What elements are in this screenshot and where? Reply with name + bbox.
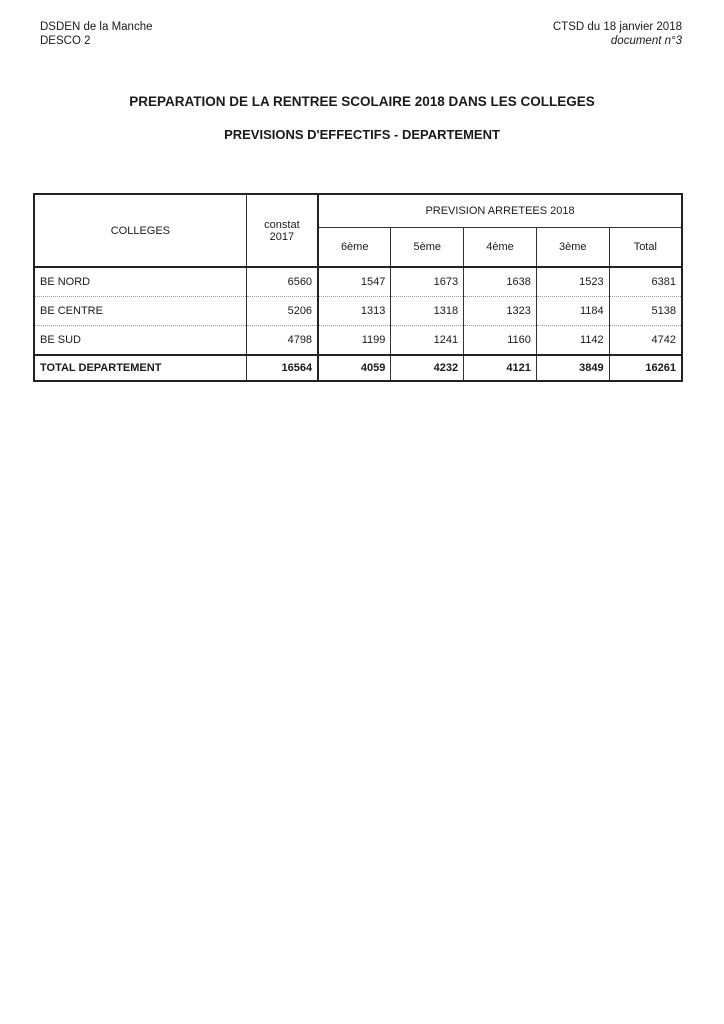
table-row xyxy=(34,326,682,356)
header-3eme: 3ème xyxy=(536,228,609,268)
row-6eme: 1199 xyxy=(318,326,391,356)
table-row xyxy=(34,297,682,326)
header-total: Total xyxy=(609,228,682,268)
row-3eme: 1523 xyxy=(536,267,609,297)
header-colleges: COLLEGES xyxy=(34,194,246,267)
row-6eme: 1547 xyxy=(318,267,391,297)
header-prevision-group: PREVISION ARRETEES 2018 xyxy=(318,194,682,228)
total-6eme: 4059 xyxy=(318,355,391,381)
table-row xyxy=(34,267,682,297)
total-row xyxy=(34,355,682,381)
issuer-name: DSDEN de la Manche xyxy=(40,21,153,33)
row-6eme: 1313 xyxy=(318,297,391,326)
issuer-department: DESCO 2 xyxy=(40,35,91,47)
document-subtitle: PREVISIONS D'EFFECTIFS - DEPARTEMENT xyxy=(224,127,500,142)
header-right xyxy=(553,20,682,48)
row-name: BE NORD xyxy=(34,267,246,297)
total-total: 16261 xyxy=(609,355,682,381)
document-number: document n°3 xyxy=(610,35,682,47)
document-title: PREPARATION DE LA RENTREE SCOLAIRE 2018 DANS LES COLLEGES xyxy=(129,94,595,109)
row-total: 5138 xyxy=(609,297,682,326)
header-6eme: 6ème xyxy=(318,228,391,268)
row-constat: 5206 xyxy=(246,297,318,326)
total-3eme: 3849 xyxy=(536,355,609,381)
row-5eme: 1318 xyxy=(391,297,464,326)
header-left xyxy=(40,20,153,48)
row-3eme: 1184 xyxy=(536,297,609,326)
row-5eme: 1673 xyxy=(391,267,464,297)
row-4eme: 1160 xyxy=(464,326,537,356)
row-total: 4742 xyxy=(609,326,682,356)
meeting-date: CTSD du 18 janvier 2018 xyxy=(552,21,682,33)
row-4eme: 1638 xyxy=(464,267,537,297)
row-5eme: 1241 xyxy=(391,326,464,356)
total-constat: 16564 xyxy=(246,355,318,381)
row-name: BE SUD xyxy=(34,326,246,356)
row-total: 6381 xyxy=(609,267,682,297)
row-3eme: 1142 xyxy=(536,326,609,356)
header-4eme: 4ème xyxy=(464,228,537,268)
header-5eme: 5ème xyxy=(391,228,464,268)
total-5eme: 4232 xyxy=(391,355,464,381)
total-name: TOTAL DEPARTEMENT xyxy=(34,355,246,381)
row-constat: 4798 xyxy=(246,326,318,356)
enrollment-table xyxy=(33,193,683,382)
row-constat: 6560 xyxy=(246,267,318,297)
row-name: BE CENTRE xyxy=(34,297,246,326)
row-4eme: 1323 xyxy=(464,297,537,326)
header-constat: constat 2017 xyxy=(246,194,318,267)
total-4eme: 4121 xyxy=(464,355,537,381)
